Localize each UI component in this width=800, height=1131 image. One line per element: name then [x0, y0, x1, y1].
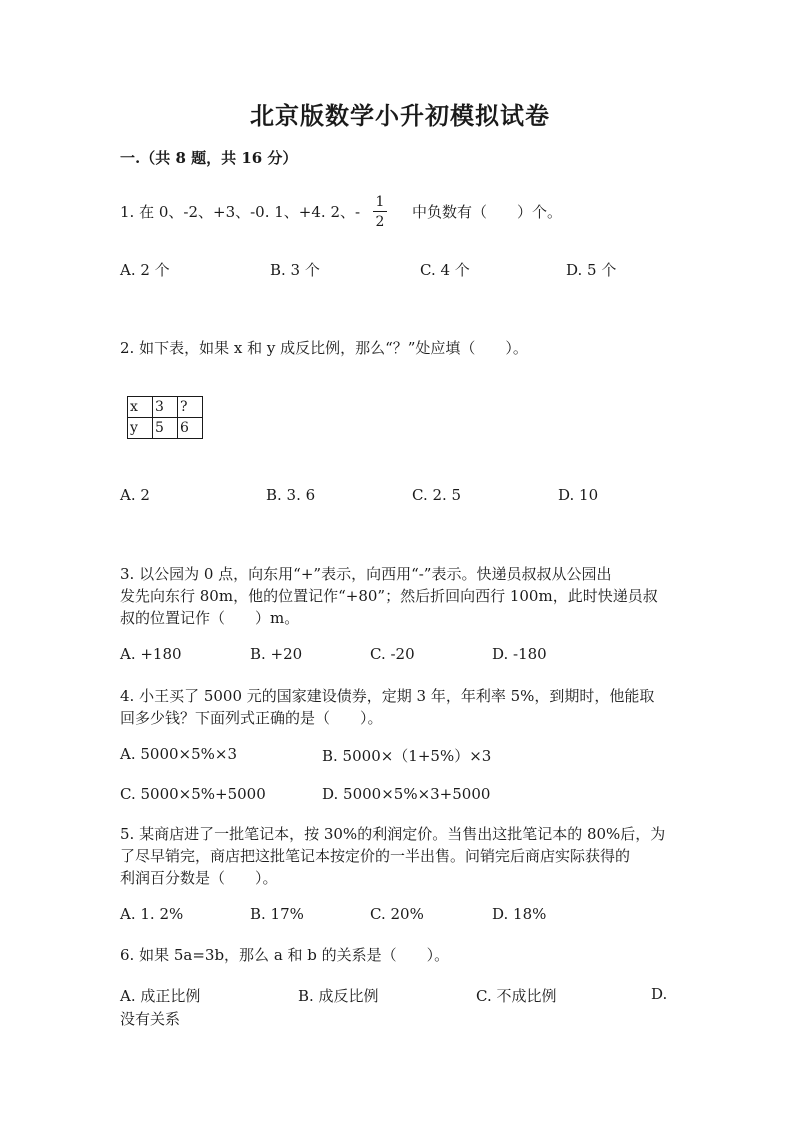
q1-fraction-numerator: 1	[375, 194, 385, 210]
q2-stem: 2. 如下表，如果 x 和 y 成反比例，那么“？”处应填（ ）。	[120, 339, 528, 357]
q3-stem-line3: 叔的位置记作（ ）m。	[120, 609, 300, 627]
table-cell: 3	[153, 397, 178, 418]
q3-option-d: D. -180	[492, 645, 547, 663]
q6-option-d-text: 没有关系	[120, 1010, 181, 1028]
q3-stem-line1: 3. 以公园为 0 点，向东用“+”表示，向西用“-”表示。快递员叔叔从公园出	[120, 565, 612, 583]
q5-option-c: C. 20%	[370, 905, 424, 923]
q1-option-a: A. 2 个	[120, 261, 170, 279]
q4-stem-line1: 4. 小王买了 5000 元的国家建设债券，定期 3 年，年利率 5%，到期时，他能取	[120, 687, 655, 705]
table-cell: ?	[178, 397, 203, 418]
q1-option-b: B. 3 个	[270, 261, 320, 279]
q1-fraction	[373, 195, 387, 229]
table-cell: 6	[178, 418, 203, 439]
q2-option-a: A. 2	[120, 486, 150, 504]
exam-title: 北京版数学小升初模拟试卷	[250, 101, 550, 130]
q6-option-c: C. 不成比例	[476, 987, 557, 1005]
q1-option-c: C. 4 个	[420, 261, 470, 279]
q1-stem-part1: 1. 在 0、-2、+3、-0. 1、+4. 2、-	[120, 203, 361, 221]
q4-option-d: D. 5000×5%×3+5000	[322, 785, 491, 803]
section-heading: 一.（共 8 题，共 16 分）	[120, 149, 298, 167]
q5-stem-line2: 了尽早销完，商店把这批笔记本按定价的一半出售。问销完后商店实际获得的	[120, 847, 631, 865]
q2-option-b: B. 3. 6	[266, 486, 316, 504]
q2-option-c: C. 2. 5	[412, 486, 462, 504]
q4-option-a: A. 5000×5%×3	[120, 745, 238, 763]
q5-stem-line3: 利润百分数是（ ）。	[120, 869, 278, 887]
q3-option-a: A. +180	[120, 645, 182, 663]
q5-option-b: B. 17%	[250, 905, 304, 923]
fraction-bar	[373, 211, 387, 212]
q5-option-d: D. 18%	[492, 905, 547, 923]
q6-option-d: D.	[651, 985, 668, 1003]
q1-stem-part2: 中负数有（ ）个。	[412, 203, 563, 221]
q5-option-a: A. 1. 2%	[120, 905, 184, 923]
q4-stem-line2: 回多少钱？下面列式正确的是（ ）。	[120, 709, 383, 727]
q4-option-b: B. 5000×（1+5%）×3	[322, 747, 492, 765]
q3-stem-line2: 发先向东行 80m，他的位置记作“+80”；然后折回向西行 100m，此时快递员叔	[120, 587, 658, 605]
q1-fraction-denominator: 2	[375, 214, 385, 230]
q6-stem: 6. 如果 5a=3b，那么 a 和 b 的关系是（ ）。	[120, 946, 450, 964]
q5-stem-line1: 5. 某商店进了一批笔记本，按 30%的利润定价。当售出这批笔记本的 80%后，为	[120, 825, 666, 843]
table-row	[128, 418, 203, 439]
q6-option-b: B. 成反比例	[298, 987, 379, 1005]
table-cell: y	[128, 418, 153, 439]
table-row	[128, 397, 203, 418]
q3-option-b: B. +20	[250, 645, 303, 663]
q4-option-c: C. 5000×5%+5000	[120, 785, 266, 803]
q6-option-a: A. 成正比例	[120, 987, 201, 1005]
q1-option-d: D. 5 个	[566, 261, 617, 279]
q3-option-c: C. -20	[370, 645, 415, 663]
table-cell: 5	[153, 418, 178, 439]
q2-xy-table	[127, 396, 203, 439]
table-cell: x	[128, 397, 153, 418]
q2-option-d: D. 10	[558, 486, 599, 504]
